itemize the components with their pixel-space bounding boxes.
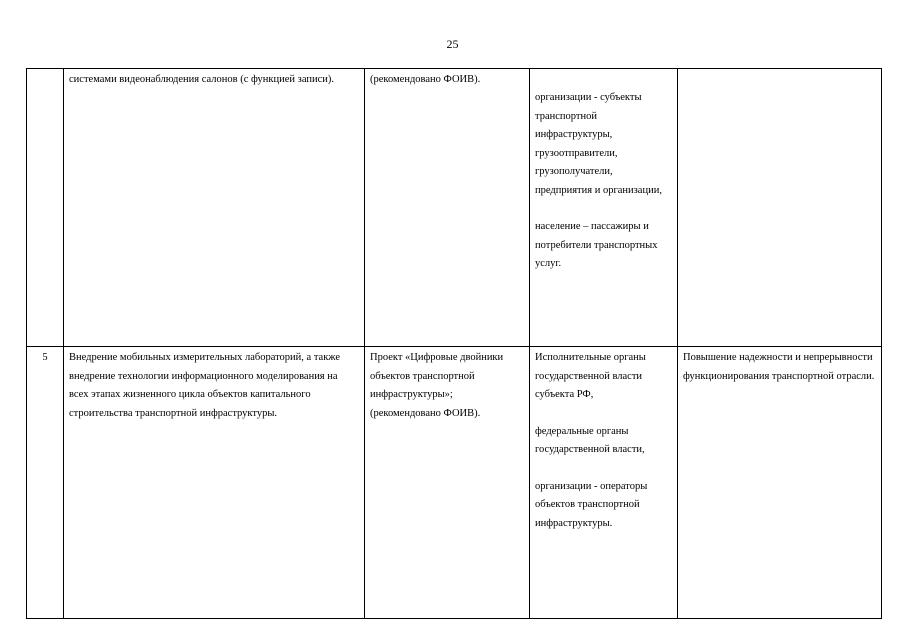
participants-text: население – пассажиры и потребители транспортных услуг. xyxy=(535,221,658,269)
participants-cell xyxy=(530,347,678,619)
page-number: 25 xyxy=(446,37,459,51)
table-row xyxy=(27,69,882,347)
project-text: Проект «Цифровые двойники объектов транспортной инфраструктуры»; xyxy=(370,352,504,400)
row-number-cell: 5 xyxy=(27,347,64,619)
result-cell xyxy=(678,69,882,347)
participants-text: Исполнительные органы государственной власти субъекта РФ, xyxy=(535,352,646,400)
measure-cell: системами видеонаблюдения салонов (с функцией записи). xyxy=(64,69,365,347)
project-cell xyxy=(365,347,530,619)
participants-text: организации - субъекты транспортной инфраструктуры, грузоотправители, грузополучатели, предприятия и организации, xyxy=(535,92,662,196)
project-text: (рекомендовано ФОИВ). xyxy=(370,74,481,85)
participants-cell xyxy=(530,69,678,347)
result-cell: Повышение надежности и непрерывности функционирования транспортной отрасли. xyxy=(678,347,882,619)
measure-cell: Внедрение мобильных измерительных лабораторий, а также внедрение технологии информационного моделирования на всех этапах жизненного цикла объектов капитального строительства транспортной инфраструктуры. xyxy=(64,347,365,619)
project-cell xyxy=(365,69,530,347)
participants-text: федеральные органы государственной власти, xyxy=(535,425,645,455)
measures-table xyxy=(26,68,882,619)
project-text: (рекомендовано ФОИВ). xyxy=(370,407,481,419)
participants-text: организации - операторы объектов транспортной инфраструктуры. xyxy=(535,480,648,529)
table-row xyxy=(27,347,882,619)
row-number-cell xyxy=(27,69,64,347)
